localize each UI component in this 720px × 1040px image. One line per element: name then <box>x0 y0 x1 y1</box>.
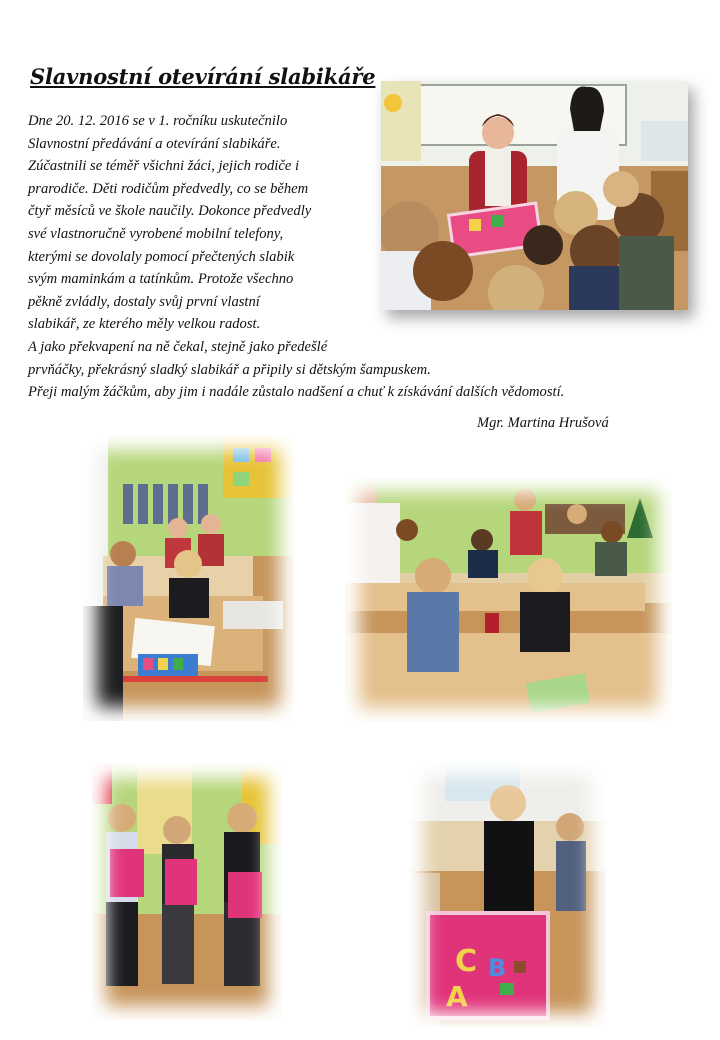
photo-girl-with-cake <box>410 761 606 1027</box>
body-line: slabikář, ze kterého měly velkou radost. <box>28 316 261 333</box>
cake-letter-c: C <box>455 944 478 979</box>
body-line: Dne 20. 12. 2016 se v 1. ročníku uskutečnilo <box>28 113 288 129</box>
article-title: Slavnostní otevírání slabikáře <box>30 64 376 89</box>
body-line: Přeji malým žáčkům, aby jim i nadále zůstalo nadšení a chuť k získávání dalších vědomostí. <box>28 384 565 401</box>
body-line: pěkně zvládly, dostaly svůj první vlastní <box>28 293 260 310</box>
cake-letter-b: B <box>488 954 507 982</box>
photo-classroom-toast-image <box>345 478 672 722</box>
body-line: prarodiče. Děti rodičům předvedly, co se během <box>28 180 309 197</box>
cake-letter-a: A <box>446 980 468 1013</box>
photo-girl-with-cake-image <box>410 761 606 1027</box>
body-line: čtyř měsíců ve škole naučily. Dokonce předvedly <box>28 203 312 220</box>
photo-pupils-with-primers-image <box>92 764 282 1020</box>
body-line: Slavnostní předávání a otevírání slabikáře. <box>28 135 281 152</box>
body-line: prvňáčky, překrásný sladký slabikář a připily si dětským šampuskem. <box>28 361 431 378</box>
body-line: kterými se dovolaly pomocí přečtených slabik <box>28 248 295 265</box>
photo-classroom-toast <box>345 478 672 722</box>
body-line: své vlastnoručně vyrobené mobilní telefony, <box>28 225 284 242</box>
photo-classroom-desks-left <box>83 436 294 721</box>
body-line: Zúčastnili se téměř všichni žáci, jejich rodiče i <box>28 158 300 175</box>
photo-cake-presentation-image <box>381 81 688 310</box>
photo-cake-presentation <box>381 81 688 310</box>
photo-classroom-desks-left-image <box>83 436 294 721</box>
photo-pupils-with-primers <box>92 764 282 1020</box>
body-line: A jako překvapení na ně čekal, stejně jako předešlé <box>28 338 328 355</box>
body-line: svým maminkám a tatínkům. Protože všechno <box>28 271 294 288</box>
author-signature: Mgr. Martina Hrušová <box>477 415 609 431</box>
